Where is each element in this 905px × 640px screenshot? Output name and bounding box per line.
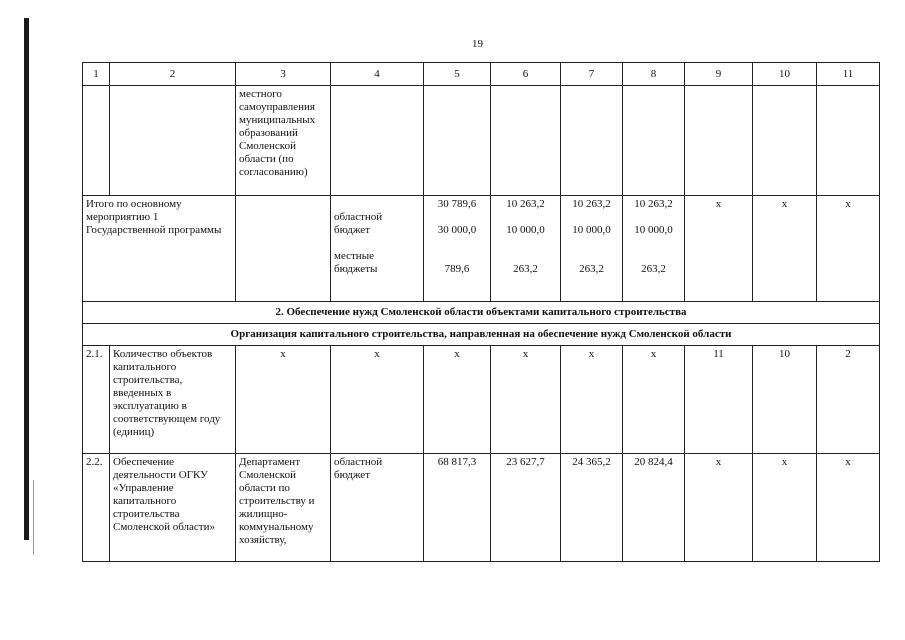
col-header: 9 bbox=[685, 63, 753, 86]
indicator-cell: х bbox=[817, 454, 880, 562]
table-cell: х bbox=[331, 346, 424, 454]
table-cell bbox=[424, 86, 491, 196]
table-cell: х bbox=[491, 346, 561, 454]
program-table bbox=[82, 62, 880, 562]
amount-local: 263,2 bbox=[641, 263, 666, 275]
table-cell bbox=[83, 86, 110, 196]
source-regional: областной бюджет bbox=[334, 211, 383, 236]
table-cell bbox=[753, 86, 817, 196]
amount-regional: 10 000,0 bbox=[572, 224, 611, 236]
amount-total: 10 263,2 bbox=[506, 198, 545, 210]
table-row bbox=[83, 346, 880, 454]
indicator-cell: х bbox=[753, 196, 817, 302]
amount-local: 263,2 bbox=[579, 263, 604, 275]
total-name: Итого по основному мероприятию 1 Государственной программы bbox=[83, 196, 236, 302]
table-cell bbox=[685, 86, 753, 196]
table-cell bbox=[331, 86, 424, 196]
col-header: 2 bbox=[110, 63, 236, 86]
col-header: 10 bbox=[753, 63, 817, 86]
amount-local: 789,6 bbox=[444, 263, 470, 275]
table-cell bbox=[110, 86, 236, 196]
source-local: местные бюджеты bbox=[334, 250, 378, 275]
indicator-cell: х bbox=[753, 454, 817, 562]
table-cell: х bbox=[623, 346, 685, 454]
amount-regional: 10 000,0 bbox=[506, 224, 545, 236]
total-row bbox=[83, 196, 880, 302]
table-cell: х bbox=[236, 346, 331, 454]
continuation-row bbox=[83, 86, 880, 196]
amount-local: 263,2 bbox=[513, 263, 538, 275]
table-cell: х bbox=[561, 346, 623, 454]
col-header: 3 bbox=[236, 63, 331, 86]
table-cell bbox=[561, 86, 623, 196]
amount-cell bbox=[561, 196, 623, 302]
amount-total: 10 263,2 bbox=[572, 198, 611, 210]
amount-cell: 24 365,2 bbox=[561, 454, 623, 562]
column-number-row bbox=[83, 63, 880, 86]
source-cell: областной бюджет bbox=[331, 454, 424, 562]
row-number: 2.1. bbox=[83, 346, 110, 454]
table-cell: х bbox=[424, 346, 491, 454]
row-name: Обеспечение деятельности ОГКУ «Управление капитального строительства Смоленской области» bbox=[110, 454, 236, 562]
col-header: 6 bbox=[491, 63, 561, 86]
amount-cell: 23 627,7 bbox=[491, 454, 561, 562]
indicator-cell: х bbox=[685, 196, 753, 302]
table-cell bbox=[236, 196, 331, 302]
col-header: 8 bbox=[623, 63, 685, 86]
amount-regional: 10 000,0 bbox=[634, 224, 673, 236]
subsection-title: Организация капитального строительства, направленная на обеспечение нужд Смоленской области bbox=[83, 324, 880, 346]
col-header: 1 bbox=[83, 63, 110, 86]
indicator-cell: 2 bbox=[817, 346, 880, 454]
table-row bbox=[83, 454, 880, 562]
indicator-cell: х bbox=[685, 454, 753, 562]
col-header: 4 bbox=[331, 63, 424, 86]
col-header: 7 bbox=[561, 63, 623, 86]
executor-cell: Департамент Смоленской области по строительству и жилищно-коммунальному хозяйству, bbox=[236, 454, 331, 562]
col-header: 11 bbox=[817, 63, 880, 86]
subsection-row bbox=[83, 324, 880, 346]
binding-line bbox=[33, 480, 34, 555]
indicator-cell: 10 bbox=[753, 346, 817, 454]
amount-regional: 30 000,0 bbox=[437, 224, 477, 236]
table-cell bbox=[491, 86, 561, 196]
table-cell bbox=[817, 86, 880, 196]
row-number: 2.2. bbox=[83, 454, 110, 562]
indicator-cell: 11 bbox=[685, 346, 753, 454]
row-name: Количество объектов капитального строительства, введенных в эксплуатацию в соответствующем году (единиц) bbox=[110, 346, 236, 454]
indicator-cell: х bbox=[817, 196, 880, 302]
col-header: 5 bbox=[424, 63, 491, 86]
page-number: 19 bbox=[472, 38, 483, 50]
amount-cell: 68 817,3 bbox=[424, 454, 491, 562]
amount-cell bbox=[623, 196, 685, 302]
executor-cell: местного самоуправления муниципальных образований Смоленской области (по согласованию) bbox=[236, 86, 331, 196]
table-cell bbox=[623, 86, 685, 196]
binding-bar bbox=[24, 18, 29, 540]
amount-cell bbox=[424, 196, 491, 302]
source-cell bbox=[331, 196, 424, 302]
amount-total: 30 789,6 bbox=[437, 198, 477, 210]
amount-total: 10 263,2 bbox=[634, 198, 673, 210]
amount-cell: 20 824,4 bbox=[623, 454, 685, 562]
section-title: 2. Обеспечение нужд Смоленской области объектами капитального строительства bbox=[83, 302, 880, 324]
amount-cell bbox=[491, 196, 561, 302]
section-row bbox=[83, 302, 880, 324]
